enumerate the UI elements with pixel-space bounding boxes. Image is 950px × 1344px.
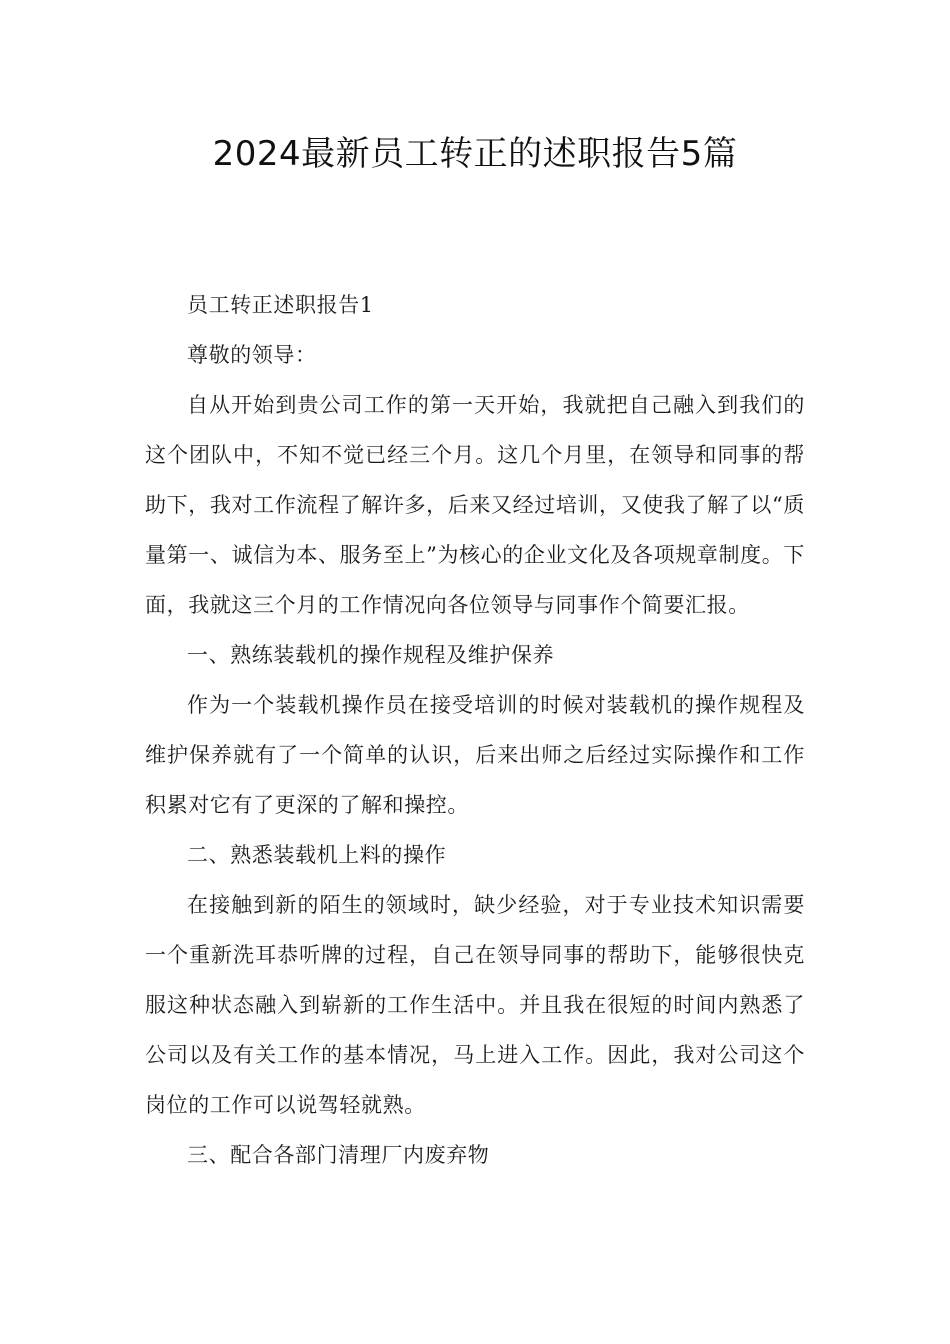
section-paragraph-1: 作为一个装载机操作员在接受培训的时候对装载机的操作规程及维护保养就有了一个简单的认识，后来出师之后经过实际操作和工作积累对它有了更深的了解和操控。 — [145, 693, 805, 817]
intro-paragraph: 自从开始到贵公司工作的第一天开始，我就把自己融入到我们的这个团队中，不知不觉已经三个月。这几个月里，在领导和同事的帮助下，我对工作流程了解许多，后来又经过培训，又使我了解了以“质量第一、诚信为本、服务至上”为核心的企业文化及各项规章制度。下面，我就这三个月的工作情况向各位领导与同事作个简要汇报。 — [145, 393, 805, 617]
section-heading-2: 二、熟悉装载机上料的操作 — [187, 843, 447, 867]
document-body — [145, 280, 805, 1180]
report-heading: 员工转正述职报告1 — [187, 293, 374, 317]
document-title: 2024最新员工转正的述职报告5篇 — [212, 134, 738, 174]
section-paragraph-2: 在接触到新的陌生的领域时，缺少经验，对于专业技术知识需要一个重新洗耳恭听牌的过程，自己在领导同事的帮助下，能够很快克服这种状态融入到崭新的工作生活中。并且我在很短的时间内熟悉了公司以及有关工作的基本情况，马上进入工作。因此，我对公司这个岗位的工作可以说驾轻就熟。 — [145, 893, 805, 1117]
section-heading-3: 三、配合各部门清理厂内废弃物 — [187, 1143, 490, 1167]
section-heading-1: 一、熟练装载机的操作规程及维护保养 — [187, 643, 555, 667]
salutation: 尊敬的领导： — [187, 343, 317, 367]
